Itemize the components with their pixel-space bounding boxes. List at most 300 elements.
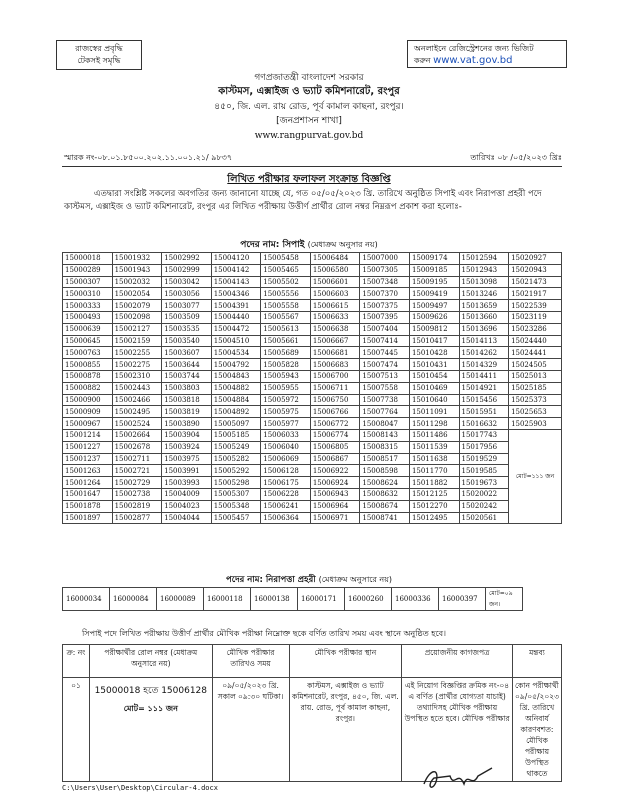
- office-website[interactable]: www.rangpurvat.gov.bd: [254, 131, 364, 141]
- sepoy-total: মোট=১১১ জন: [509, 429, 562, 523]
- roll-number: 15016632: [459, 418, 509, 430]
- schedule-place: কাস্টমস, এক্সাইজ ও ভ্যাট কমিশনারেট, রংপুর, ৪৫০, জি. এল. রায়. রোড, পূর্ব কামাল কাছনা, রংপুর।: [289, 678, 402, 782]
- registration-prefix: করুন: [414, 56, 431, 65]
- slogan-line-1: রাজস্বের প্রবৃদ্ধি: [75, 44, 123, 53]
- roll-number: 15003904: [162, 429, 212, 441]
- roll-number: 15000967: [63, 418, 113, 430]
- roll-number: 15006750: [310, 394, 360, 406]
- roll-number: 15006971: [310, 512, 360, 524]
- roll-number: 15009626: [409, 311, 459, 323]
- roll-number: 15008624: [360, 477, 410, 489]
- roll-number: 15003644: [162, 359, 212, 371]
- roll-row: [63, 488, 562, 500]
- roll-number: 15020943: [509, 264, 562, 276]
- post1-subtitle: (মেধাক্রম অনুসার নয়): [307, 240, 378, 249]
- roll-number: 15012270: [409, 500, 459, 512]
- roll-number: 15014262: [459, 347, 509, 359]
- guard-roll-table: [62, 587, 523, 611]
- schedule-docs: এই নিয়োগ বিজ্ঞপ্তির ক্রমিক নং-০৪ এ বর্ণিত (প্রার্থীর যোগ্যতা যাচাই) তথ্যাদিসহ মৌখিক পরীক্ষায় উপস্থিত হতে হবে। মৌখিক পরীক্ষার: [402, 678, 513, 782]
- roll-number: 15004843: [211, 370, 261, 382]
- sepoy-roll-table: [62, 252, 562, 524]
- roll-number: 15009185: [409, 264, 459, 276]
- roll-number: 15001897: [63, 512, 113, 524]
- roll-number: 15007738: [360, 394, 410, 406]
- roll-number: 15000763: [63, 347, 113, 359]
- roll-row: [63, 370, 562, 382]
- roll-row: [63, 441, 562, 453]
- registration-box: [407, 40, 567, 68]
- guard-roll-number: 16000034: [63, 588, 110, 611]
- roll-number: 15005292: [211, 465, 261, 477]
- roll-number: 15006805: [310, 441, 360, 453]
- roll-number: 15005975: [261, 406, 311, 418]
- roll-number: 15000493: [63, 311, 113, 323]
- roll-number: 15015456: [459, 394, 509, 406]
- roll-number: 15002738: [112, 488, 162, 500]
- schedule-rolls: 15000018 হতে 15006128: [94, 686, 207, 696]
- roll-number: 15007404: [360, 323, 410, 335]
- roll-number: 15004792: [211, 359, 261, 371]
- roll-number: 15002255: [112, 347, 162, 359]
- roll-number: 15002524: [112, 418, 162, 430]
- roll-number: 15006700: [310, 370, 360, 382]
- roll-number: 15006241: [261, 500, 311, 512]
- roll-number: 15004391: [211, 300, 261, 312]
- roll-row: [63, 418, 562, 430]
- roll-number: 15006774: [310, 429, 360, 441]
- memo-date: তারিখঃ ০৮ /০৫/২০২৩ খ্রিঃ: [470, 153, 562, 162]
- roll-row: [63, 429, 562, 441]
- roll-row: [63, 453, 562, 465]
- roll-number: 15002721: [112, 465, 162, 477]
- roll-number: 15023286: [509, 323, 562, 335]
- schedule-remarks: কোন পরীক্ষার্থী ০৯/০৫/২০২৩ খ্রি. তারিখে অনিবার্য কারণবশত: মৌখিক পরীক্ষায় উপস্থিত থাকতে: [512, 678, 561, 782]
- roll-number: 15011091: [409, 406, 459, 418]
- roll-number: 15007375: [360, 300, 410, 312]
- roll-number: 15014113: [459, 335, 509, 347]
- roll-number: 15005828: [261, 359, 311, 371]
- roll-number: 15011486: [409, 429, 459, 441]
- roll-number: 15003535: [162, 323, 212, 335]
- roll-number: 15008047: [360, 418, 410, 430]
- roll-number: 15004120: [211, 253, 261, 265]
- roll-number: 15009195: [409, 276, 459, 288]
- roll-number: 15004884: [211, 394, 261, 406]
- guard-total: মোট=০৯ জন।: [486, 588, 523, 611]
- roll-number: 15001647: [63, 488, 113, 500]
- roll-number: 15005689: [261, 347, 311, 359]
- roll-number: 15002054: [112, 288, 162, 300]
- roll-number: 15000900: [63, 394, 113, 406]
- roll-number: 15002098: [112, 311, 162, 323]
- roll-number: 15003819: [162, 406, 212, 418]
- roll-number: 15004143: [211, 276, 261, 288]
- office-name: কাস্টমস, এক্সাইজ ও ভ্যাট কমিশনারেট, রংপুর: [218, 86, 400, 97]
- roll-number: 15001237: [63, 453, 113, 465]
- roll-number: 15003803: [162, 382, 212, 394]
- roll-number: 15021917: [509, 288, 562, 300]
- guard-roll-number: 16000171: [298, 588, 345, 611]
- roll-number: 15001932: [112, 253, 162, 265]
- roll-row: [63, 323, 562, 335]
- roll-row: [63, 512, 562, 524]
- roll-number: 15005955: [261, 382, 311, 394]
- roll-number: 15000855: [63, 359, 113, 371]
- roll-number: 15003991: [162, 465, 212, 477]
- roll-number: 15008632: [360, 488, 410, 500]
- roll-number: 15000289: [63, 264, 113, 276]
- roll-number: 15000878: [63, 370, 113, 382]
- roll-number: 15001214: [63, 429, 113, 441]
- roll-number: 15008741: [360, 512, 410, 524]
- post2-subtitle: (মেধাক্রম অনুসারে নয়): [318, 575, 393, 584]
- roll-number: 15006924: [310, 477, 360, 489]
- roll-number: 15015951: [459, 406, 509, 418]
- roll-number: 15008315: [360, 441, 410, 453]
- roll-number: 15005943: [261, 370, 311, 382]
- schedule-header-place: মৌখিক পরীক্ষার স্থান: [289, 645, 402, 678]
- roll-number: 15002992: [162, 253, 212, 265]
- roll-row: [63, 359, 562, 371]
- roll-number: 15005977: [261, 418, 311, 430]
- roll-number: 15025903: [509, 418, 562, 430]
- roll-number: 15006683: [310, 359, 360, 371]
- roll-number: 15001227: [63, 441, 113, 453]
- roll-number: 15003607: [162, 347, 212, 359]
- roll-row: [63, 347, 562, 359]
- roll-row: [63, 500, 562, 512]
- roll-number: 15000307: [63, 276, 113, 288]
- roll-number: 15001943: [112, 264, 162, 276]
- guard-roll-number: 16000260: [345, 588, 392, 611]
- guard-roll-number: 16000336: [392, 588, 439, 611]
- roll-number: 15007445: [360, 347, 410, 359]
- roll-row: [63, 288, 562, 300]
- roll-number: 15007764: [360, 406, 410, 418]
- viva-notice: সিপাই পদে লিখিত পরীক্ষায় উত্তীর্ণ প্রার্থীর মৌখিক পরীক্ষা নিম্নোক্ত ছকে বর্ণিত তারিখ সময় এবং স্থানে অনুষ্ঠিত হবে।: [82, 629, 446, 638]
- roll-number: 15002495: [112, 406, 162, 418]
- guard-roll-number: 16000397: [439, 588, 486, 611]
- roll-number: 15013246: [459, 288, 509, 300]
- roll-number: 15004882: [211, 382, 261, 394]
- roll-number: 15017956: [459, 441, 509, 453]
- roll-number: 15008674: [360, 500, 410, 512]
- roll-number: 15014921: [459, 382, 509, 394]
- roll-number: 15005661: [261, 335, 311, 347]
- roll-number: 15020242: [459, 500, 509, 512]
- roll-number: 15006633: [310, 311, 360, 323]
- roll-number: 15002877: [112, 512, 162, 524]
- roll-number: 15004892: [211, 406, 261, 418]
- signature-icon: [420, 762, 500, 796]
- schedule-header-docs: প্রয়োজনীয় কাগজপত্র: [402, 645, 513, 678]
- roll-number: 15004009: [162, 488, 212, 500]
- roll-number: 15020561: [459, 512, 509, 524]
- slogan-box: [56, 40, 142, 70]
- roll-number: 15005558: [261, 300, 311, 312]
- roll-number: 15000909: [63, 406, 113, 418]
- roll-number: 15004534: [211, 347, 261, 359]
- roll-number: 15012594: [459, 253, 509, 265]
- roll-number: 15006615: [310, 300, 360, 312]
- roll-number: 15002819: [112, 500, 162, 512]
- roll-number: 15006638: [310, 323, 360, 335]
- roll-number: 15002127: [112, 323, 162, 335]
- schedule-header-date: মৌখিক পরীক্ষার তারিখও সময়: [212, 645, 289, 678]
- roll-number: 15011298: [409, 418, 459, 430]
- schedule-header-sl: ক্র: নং: [63, 645, 90, 678]
- roll-number: 15003744: [162, 370, 212, 382]
- schedule-header-remarks: মন্তব্য: [512, 645, 561, 678]
- roll-number: 15010469: [409, 382, 459, 394]
- post1-title: পদের নাম: সিপাই: [240, 240, 305, 250]
- guard-roll-number: 16000118: [204, 588, 251, 611]
- roll-number: 15001878: [63, 500, 113, 512]
- schedule-header-row: [63, 645, 562, 678]
- roll-number: 15006364: [261, 512, 311, 524]
- roll-number: 15005502: [261, 276, 311, 288]
- roll-row: [63, 300, 562, 312]
- roll-number: 15006772: [310, 418, 360, 430]
- roll-number: 15007348: [360, 276, 410, 288]
- roll-number: 15006867: [310, 453, 360, 465]
- roll-number: 15003509: [162, 311, 212, 323]
- roll-number: 15023119: [509, 311, 562, 323]
- roll-number: 15002999: [162, 264, 212, 276]
- roll-number: 15006681: [310, 347, 360, 359]
- roll-number: 15002032: [112, 276, 162, 288]
- roll-number: 15003056: [162, 288, 212, 300]
- roll-number: 15021473: [509, 276, 562, 288]
- roll-number: 15003890: [162, 418, 212, 430]
- roll-number: 15012943: [459, 264, 509, 276]
- roll-number: 15005249: [211, 441, 261, 453]
- roll-number: 15010640: [409, 394, 459, 406]
- schedule-date: ০৯/০৫/২০২৩ খ্রি. সকাল ০৯:৩০ ঘটিকা।: [212, 678, 289, 782]
- roll-number: 15004472: [211, 323, 261, 335]
- roll-number: 15025185: [509, 382, 562, 394]
- roll-number: 15003993: [162, 477, 212, 489]
- schedule-rolls-cell: [89, 678, 212, 782]
- roll-number: 15000645: [63, 335, 113, 347]
- roll-number: 15005556: [261, 288, 311, 300]
- roll-number: 15001263: [63, 465, 113, 477]
- guard-roll-number: 16000084: [110, 588, 157, 611]
- roll-number: 15006943: [310, 488, 360, 500]
- roll-number: 15005465: [261, 264, 311, 276]
- slogan-line-2: টেকসই সমৃদ্ধি: [77, 56, 121, 65]
- roll-number: 15007414: [360, 335, 410, 347]
- roll-number: 15000310: [63, 288, 113, 300]
- roll-number: 15002159: [112, 335, 162, 347]
- guard-roll-row: [63, 588, 523, 611]
- roll-number: 15025373: [509, 394, 562, 406]
- roll-number: 15009812: [409, 323, 459, 335]
- guard-roll-number: 16000089: [157, 588, 204, 611]
- divider: [62, 166, 562, 167]
- roll-number: 15013660: [459, 311, 509, 323]
- roll-number: 15014411: [459, 370, 509, 382]
- roll-number: 15019529: [459, 453, 509, 465]
- roll-number: 15006667: [310, 335, 360, 347]
- roll-number: 15005458: [261, 253, 311, 265]
- roll-number: 15003077: [162, 300, 212, 312]
- roll-number: 15011882: [409, 477, 459, 489]
- roll-number: 15007305: [360, 264, 410, 276]
- roll-number: 15006964: [310, 500, 360, 512]
- vat-website-link[interactable]: www.vat.gov.bd: [433, 55, 513, 66]
- roll-number: 15002729: [112, 477, 162, 489]
- roll-number: 15006922: [310, 465, 360, 477]
- roll-number: 15004440: [211, 311, 261, 323]
- roll-number: 15000018: [63, 253, 113, 265]
- roll-number: 15011770: [409, 465, 459, 477]
- roll-number: 15011638: [409, 453, 459, 465]
- roll-number: 15008517: [360, 453, 410, 465]
- office-address: ৪৫০, জি. এল. রায় রোড, পূর্ব কামাল কাছনা, রংপুর।: [214, 102, 404, 112]
- memo-number: স্মারক নং-০৮.০১.৮৫০০.২০২.১১.০০১.২১/ ৯৮৩৭: [64, 153, 233, 162]
- roll-number: 15000333: [63, 300, 113, 312]
- roll-row: [63, 264, 562, 276]
- roll-number: 15010428: [409, 347, 459, 359]
- roll-row: [63, 477, 562, 489]
- roll-number: 15003975: [162, 453, 212, 465]
- section-name: [জনপ্রশাসন শাখা]: [276, 116, 342, 126]
- notice-paragraph: এতদ্বারা সংশ্লিষ্ট সকলের অবগতির জন্য জানানো যাচ্ছে যে, গত ০৫/০৫/২০২৩ খ্রি. তারিখে অনুষ্ঠিত সিপাই এবং নিরাপত্তা প্রহরী পদে কাস্টমস, এক্সাইজ ও ভ্যাট কমিশনারেট, রংপুর এর লিখিত পরীক্ষায় উত্তীর্ণ প্রার্থীর রোল নম্বর নিম্নরূপ প্রকাশ করা হলোঃ-: [64, 189, 542, 212]
- roll-number: 15006766: [310, 406, 360, 418]
- roll-number: 15020022: [459, 488, 509, 500]
- roll-number: 15005307: [211, 488, 261, 500]
- registration-text: অনলাইনে রেজিস্ট্রেশনের জন্য ভিজিট: [414, 44, 534, 53]
- schedule-header-rolls: পরীক্ষার্থীর রোল নম্বর (মেধাক্রম অনুসারে নয়): [89, 645, 212, 678]
- roll-number: 15013098: [459, 276, 509, 288]
- roll-number: 15006033: [261, 429, 311, 441]
- roll-number: 15002079: [112, 300, 162, 312]
- roll-number: 15005298: [211, 477, 261, 489]
- roll-number: 15005282: [211, 453, 261, 465]
- roll-number: 15013696: [459, 323, 509, 335]
- roll-number: 15005348: [211, 500, 261, 512]
- roll-number: 15003540: [162, 335, 212, 347]
- roll-number: 15006128: [261, 465, 311, 477]
- roll-number: 15017743: [459, 429, 509, 441]
- roll-number: 15010417: [409, 335, 459, 347]
- roll-number: 15024440: [509, 335, 562, 347]
- roll-number: 15008143: [360, 429, 410, 441]
- roll-number: 15014329: [459, 359, 509, 371]
- roll-number: 15002678: [112, 441, 162, 453]
- roll-row: [63, 335, 562, 347]
- roll-number: 15004023: [162, 500, 212, 512]
- roll-number: 15013659: [459, 300, 509, 312]
- roll-number: 15007474: [360, 359, 410, 371]
- roll-number: 15006040: [261, 441, 311, 453]
- roll-number: 15003924: [162, 441, 212, 453]
- roll-number: 15006601: [310, 276, 360, 288]
- roll-number: 15005097: [211, 418, 261, 430]
- roll-number: 15005567: [261, 311, 311, 323]
- post2-heading: [0, 573, 618, 587]
- roll-number: 15006711: [310, 382, 360, 394]
- roll-number: 15000882: [63, 382, 113, 394]
- roll-number: 15006069: [261, 453, 311, 465]
- roll-number: 15006484: [310, 253, 360, 265]
- roll-number: 15004044: [162, 512, 212, 524]
- roll-number: 15019673: [459, 477, 509, 489]
- roll-number: 15009497: [409, 300, 459, 312]
- roll-number: 15004510: [211, 335, 261, 347]
- roll-number: 15012125: [409, 488, 459, 500]
- roll-row: [63, 465, 562, 477]
- roll-number: 15024505: [509, 359, 562, 371]
- roll-number: 15005613: [261, 323, 311, 335]
- roll-number: 15003818: [162, 394, 212, 406]
- roll-number: 15009174: [409, 253, 459, 265]
- roll-number: 15025013: [509, 370, 562, 382]
- roll-number: 15006175: [261, 477, 311, 489]
- roll-number: 15007395: [360, 311, 410, 323]
- roll-number: 15002711: [112, 453, 162, 465]
- roll-number: 15004346: [211, 288, 261, 300]
- roll-number: 15002443: [112, 382, 162, 394]
- roll-number: 15006580: [310, 264, 360, 276]
- roll-number: 15012495: [409, 512, 459, 524]
- roll-number: 15025653: [509, 406, 562, 418]
- roll-number: 15020927: [509, 253, 562, 265]
- roll-number: 15002664: [112, 429, 162, 441]
- roll-number: 15005972: [261, 394, 311, 406]
- roll-number: 15011539: [409, 441, 459, 453]
- post1-heading: [0, 237, 618, 252]
- roll-number: 15007513: [360, 370, 410, 382]
- post2-title: পদের নাম: নিরাপত্তা প্রহরী: [225, 575, 316, 585]
- schedule-sl: ০১: [63, 678, 90, 782]
- roll-row: [63, 382, 562, 394]
- roll-number: 15006228: [261, 488, 311, 500]
- roll-number: 15019585: [459, 465, 509, 477]
- roll-row: [63, 253, 562, 265]
- roll-number: 15002310: [112, 370, 162, 382]
- guard-roll-number: 16000138: [251, 588, 298, 611]
- roll-number: 15007000: [360, 253, 410, 265]
- roll-number: 15009419: [409, 288, 459, 300]
- roll-row: [63, 311, 562, 323]
- roll-number: 15001264: [63, 477, 113, 489]
- roll-number: 15006603: [310, 288, 360, 300]
- roll-number: 15008598: [360, 465, 410, 477]
- roll-number: 15003042: [162, 276, 212, 288]
- notice-title: লিখিত পরীক্ষার ফলাফল সংক্রান্ত বিজ্ঞপ্তি: [227, 174, 391, 185]
- roll-number: 15005457: [211, 512, 261, 524]
- schedule-total: মোট= ১১১ জন: [123, 704, 178, 713]
- roll-number: 15002466: [112, 394, 162, 406]
- roll-number: 15002275: [112, 359, 162, 371]
- roll-number: 15024441: [509, 347, 562, 359]
- roll-row: [63, 276, 562, 288]
- file-path: C:\Users\User\Desktop\Circular-4.docx: [62, 784, 218, 792]
- roll-number: 15010431: [409, 359, 459, 371]
- roll-number: 15007558: [360, 382, 410, 394]
- roll-number: 15007370: [360, 288, 410, 300]
- roll-number: 15004142: [211, 264, 261, 276]
- roll-number: 15000639: [63, 323, 113, 335]
- roll-number: 15010454: [409, 370, 459, 382]
- roll-number: 15005185: [211, 429, 261, 441]
- roll-row: [63, 406, 562, 418]
- memo-line: [64, 152, 562, 165]
- roll-number: 15022539: [509, 300, 562, 312]
- govt-name: গণপ্রজাতন্ত্রী বাংলাদেশ সরকার: [254, 73, 364, 83]
